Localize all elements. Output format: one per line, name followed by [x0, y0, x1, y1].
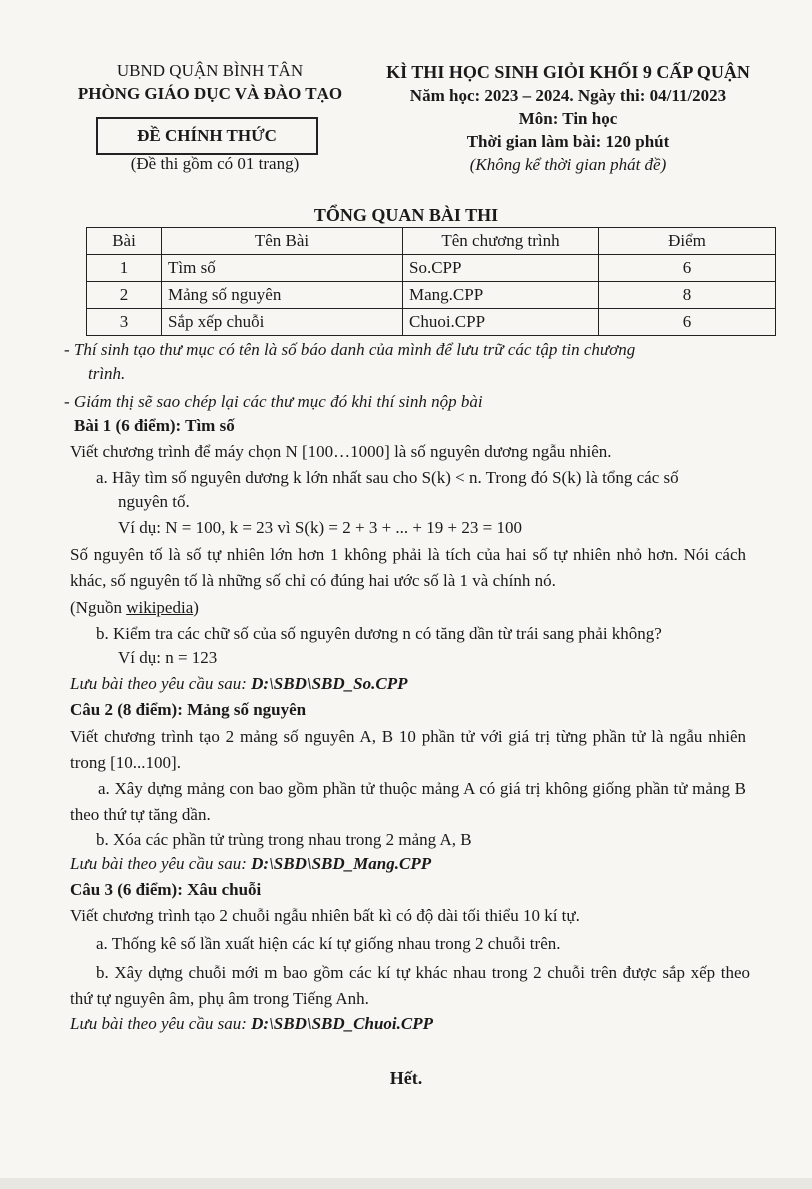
end-marker: Hết. — [389, 1068, 423, 1088]
source-suffix: ) — [193, 598, 199, 617]
save-prefix: Lưu bài theo yêu cầu sau: — [70, 1014, 252, 1033]
issuer-block — [60, 60, 360, 106]
cau2-part-b: b. Xóa các phần tử trùng trong nhau trong 2 mảng A, B — [96, 830, 472, 849]
cau3-title: Câu 3 (6 điểm): Xâu chuỗi — [70, 880, 262, 899]
save-prefix: Lưu bài theo yêu cầu sau: — [70, 674, 252, 693]
exam-year-date: Năm học: 2023 – 2024. Ngày thi: 04/11/2023 — [409, 86, 727, 105]
column-header: Bài — [87, 228, 162, 255]
overview-title: TỔNG QUAN BÀI THI — [313, 205, 499, 225]
cau2-intro: Viết chương trình tạo 2 mảng số nguyên A, B 10 phần tử với giá trị từng phần tử là ngẫu nhiên trong [10...100]. — [70, 727, 746, 772]
note-supervisor: - Giám thị sẽ sao chép lại các thư mục đó khi thí sinh nộp bài — [64, 392, 483, 411]
exam-info-block — [358, 60, 778, 176]
cell-score: 6 — [599, 255, 776, 282]
bai1-example-b: Ví dụ: n = 123 — [118, 648, 218, 667]
pages-note: (Đề thi gồm có 01 trang) — [130, 154, 300, 173]
cell-no: 2 — [87, 282, 162, 309]
cau2-part-a: a. Xây dựng mảng con bao gồm phần tử thuộc mảng A có giá trị không giống phần tử mảng B theo thứ tự tăng dần. — [70, 779, 746, 824]
cau3-save-instruction — [70, 1012, 433, 1036]
save-prefix: Lưu bài theo yêu cầu sau: — [70, 854, 252, 873]
exam-duration: Thời gian làm bài: 120 phút — [466, 132, 670, 151]
cau2-title: Câu 2 (8 điểm): Mảng số nguyên — [70, 700, 307, 719]
table-row — [87, 309, 776, 336]
exam-title: KÌ THI HỌC SINH GIỎI KHỐI 9 CẤP QUẬN — [386, 62, 750, 82]
cell-program: Mang.CPP — [403, 282, 599, 309]
cell-program: Chuoi.CPP — [403, 309, 599, 336]
education-department: PHÒNG GIÁO DỤC VÀ ĐÀO TẠO — [77, 84, 343, 103]
cau2-save-instruction — [70, 852, 431, 876]
bai1-part-a: a. Hãy tìm số nguyên dương k lớn nhất sau cho S(k) < n. Trong đó S(k) là tổng các số — [96, 468, 679, 487]
bai1-save-instruction — [70, 672, 407, 696]
note-folder-cont: trình. — [88, 364, 126, 383]
column-header: Điểm — [599, 228, 776, 255]
save-path: D:\SBD\SBD_So.CPP — [251, 674, 408, 693]
table-header-row — [87, 228, 776, 255]
bai1-title: Bài 1 (6 điểm): Tìm số — [74, 416, 235, 435]
wikipedia-link[interactable]: wikipedia — [126, 598, 194, 617]
save-path: D:\SBD\SBD_Chuoi.CPP — [251, 1014, 433, 1033]
save-path: D:\SBD\SBD_Mang.CPP — [251, 854, 432, 873]
exam-subject: Môn: Tin học — [518, 109, 618, 128]
column-header: Tên Bài — [162, 228, 403, 255]
cau3-intro: Viết chương trình tạo 2 chuỗi ngẫu nhiên bất kì có độ dài tối thiểu 10 kí tự. — [70, 906, 580, 925]
official-exam-box: ĐỀ CHÍNH THỨC — [96, 117, 318, 155]
bai1-intro: Viết chương trình để máy chọn N [100…1000] là số nguyên dương ngẫu nhiên. — [70, 442, 612, 461]
overview-table — [86, 227, 776, 336]
cell-name: Tìm số — [162, 255, 403, 282]
cell-name: Sắp xếp chuỗi — [162, 309, 403, 336]
table-row — [87, 255, 776, 282]
cell-score: 6 — [599, 309, 776, 336]
bottom-edge — [0, 1178, 812, 1189]
cau3-part-a: a. Thống kê số lần xuất hiện các kí tự giống nhau trong 2 chuỗi trên. — [96, 934, 561, 953]
source-prefix: (Nguồn — [70, 598, 127, 617]
bai1-part-a-cont: nguyên tố. — [118, 492, 190, 511]
cau3-part-b: b. Xây dựng chuỗi mới m bao gồm các kí tự khác nhau trong 2 chuỗi trên được sắp xếp theo thứ tự nguyên âm, phụ âm trong Tiếng Anh. — [70, 963, 750, 1008]
cell-score: 8 — [599, 282, 776, 309]
prime-definition: Số nguyên tố là số tự nhiên lớn hơn 1 không phải là tích của hai số tự nhiên nhỏ hơn. Nói cách khác, số nguyên tố là những số chỉ có đúng hai ước số là 1 và chính nó. — [70, 545, 746, 590]
cell-no: 1 — [87, 255, 162, 282]
table-row — [87, 282, 776, 309]
source-line — [70, 596, 199, 620]
cell-no: 3 — [87, 309, 162, 336]
cell-name: Mảng số nguyên — [162, 282, 403, 309]
column-header: Tên chương trình — [403, 228, 599, 255]
note-folder: - Thí sinh tạo thư mục có tên là số báo danh của mình để lưu trữ các tập tin chương — [64, 340, 636, 359]
district-committee: UBND QUẬN BÌNH TÂN — [116, 61, 304, 80]
bai1-part-b: b. Kiểm tra các chữ số của số nguyên dương n có tăng dần từ trái sang phải không? — [96, 624, 662, 643]
exam-duration-note: (Không kể thời gian phát đề) — [469, 155, 667, 174]
bai1-example-a: Ví dụ: N = 100, k = 23 vì S(k) = 2 + 3 + ... + 19 + 23 = 100 — [118, 518, 522, 537]
cell-program: So.CPP — [403, 255, 599, 282]
